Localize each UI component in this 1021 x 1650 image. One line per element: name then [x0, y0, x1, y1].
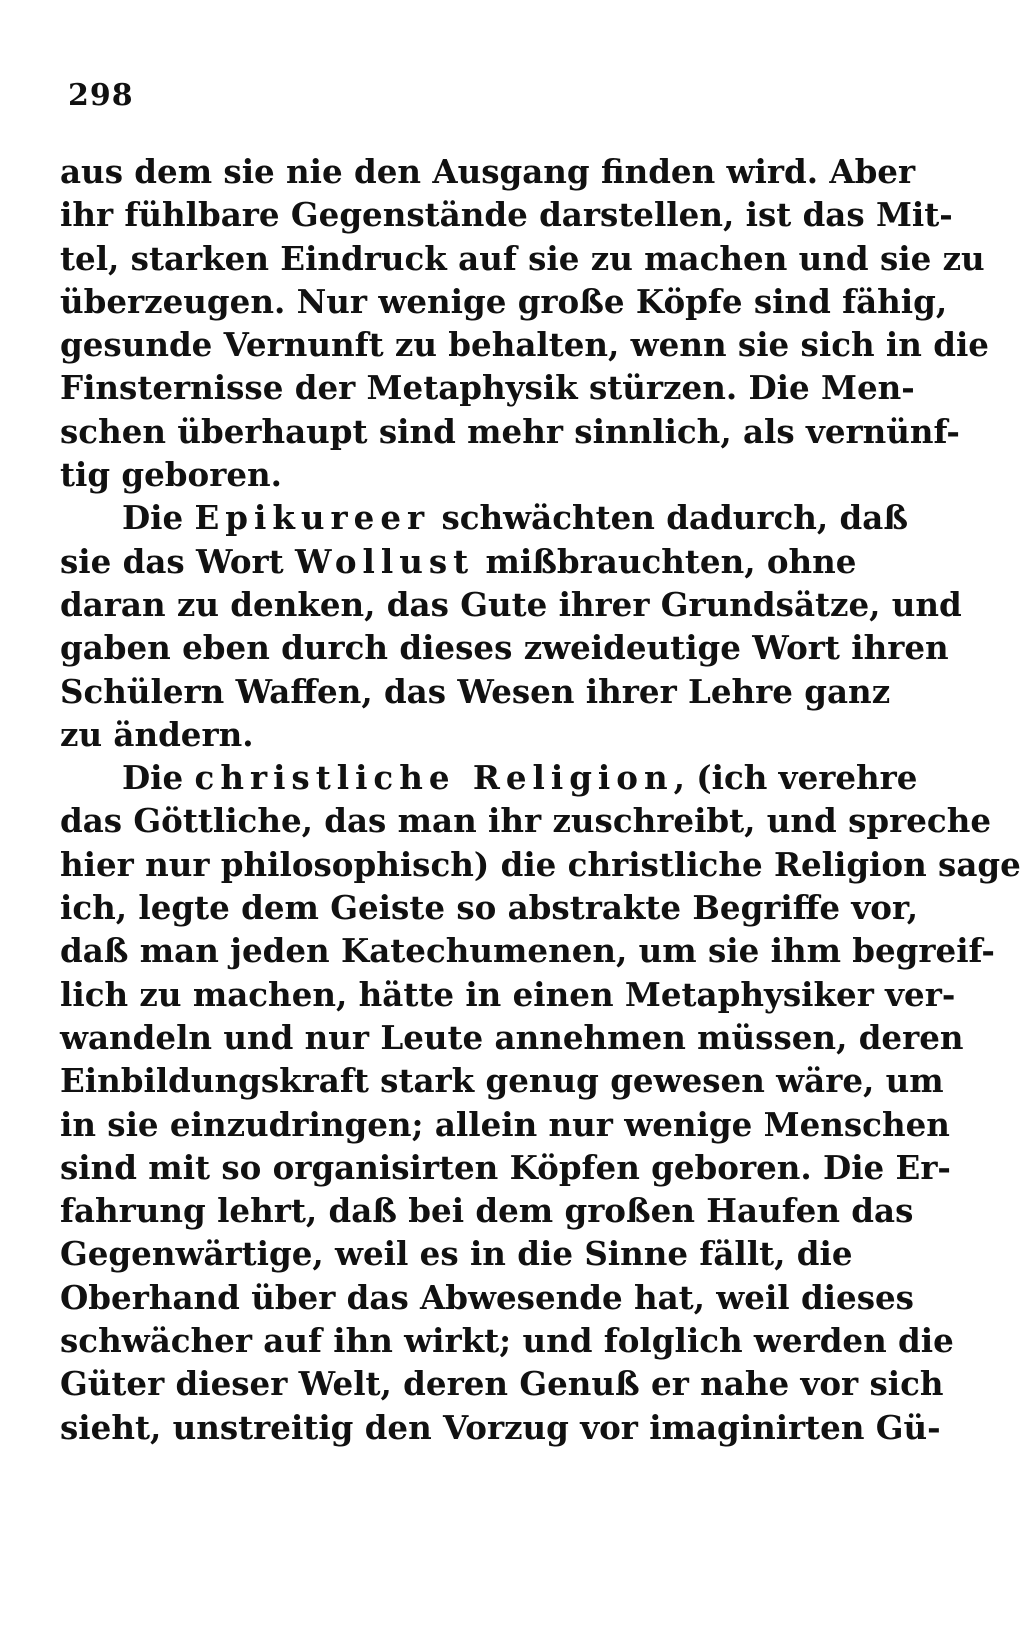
text-line: Einbildungskraft stark genug gewesen wäre, um	[60, 1061, 944, 1101]
text-line: Güter dieser Welt, deren Genuß er nahe vor sich	[60, 1364, 944, 1404]
text-line: überzeugen. Nur wenige große Köpfe sind fähig,	[60, 281, 948, 321]
text-line: ihr fühlbare Gegenstände darstellen, ist das Mit-	[60, 195, 953, 235]
text-line: schwächer auf ihn wirkt; und folglich werden die	[60, 1321, 954, 1361]
text-line	[60, 540, 857, 583]
text-line: hier nur philosophisch) die christliche Religion sage	[60, 844, 1021, 884]
text-line: aus dem sie nie den Ausgang finden wird. Aber	[60, 152, 916, 191]
spaced-emphasis: christliche Religion	[194, 758, 674, 798]
text-line: das Göttliche, das man ihr zuschreibt, und spreche	[60, 801, 991, 841]
text-line: fahrung lehrt, daß bei dem großen Haufen das	[60, 1191, 914, 1231]
text-segment: schwächten dadurch, daß	[430, 498, 909, 538]
text-line: Oberhand über das Abwesende hat, weil dieses	[60, 1277, 914, 1317]
text-segment: sie das Wort	[60, 541, 296, 581]
text-line: sieht, unstreitig den Vorzug vor imaginirten Gü-	[60, 1407, 941, 1447]
text-line	[60, 756, 918, 799]
text-segment: Die	[122, 498, 195, 538]
paragraph-3	[60, 756, 1021, 1449]
text-line: Gegenwärtige, weil es in die Sinne fällt, die	[60, 1234, 853, 1274]
text-line: schen überhaupt sind mehr sinnlich, als vernünf-	[60, 411, 960, 451]
text-line: tel, starken Eindruck auf sie zu machen und sie zu	[60, 238, 985, 278]
text-line	[60, 496, 909, 539]
body-text	[60, 150, 1021, 1449]
text-line: daran zu denken, das Gute ihrer Grundsätze, und	[60, 584, 962, 624]
text-line: Finsternisse der Metaphysik stürzen. Die Men-	[60, 368, 915, 408]
text-segment: mißbrauchten, ohne	[474, 541, 857, 581]
text-segment: Die	[122, 758, 195, 798]
text-line: gesunde Vernunft zu behalten, wenn sie sich in die	[60, 325, 989, 365]
spaced-emphasis: Wollust	[295, 541, 475, 581]
text-segment: , (ich verehre	[673, 758, 918, 798]
text-line: tig geboren.	[60, 455, 282, 495]
text-line: Schülern Waffen, das Wesen ihrer Lehre ganz	[60, 671, 891, 711]
text-line: in sie einzudringen; allein nur wenige Menschen	[60, 1104, 950, 1144]
text-line: daß man jeden Katechumenen, um sie ihm begreif-	[60, 931, 995, 971]
spaced-emphasis: Epikureer	[194, 498, 431, 538]
paragraph-2	[60, 496, 962, 756]
text-line: zu ändern.	[60, 714, 254, 754]
text-line: sind mit so organisirten Köpfen geboren. Die Er-	[60, 1147, 951, 1187]
text-line: gaben eben durch dieses zweideutige Wort ihren	[60, 628, 949, 668]
page-number: 298	[68, 78, 134, 113]
text-line: ich, legte dem Geiste so abstrakte Begriffe vor,	[60, 888, 919, 928]
text-line: lich zu machen, hätte in einen Metaphysiker ver-	[60, 974, 956, 1014]
paragraph-1	[60, 150, 989, 496]
text-line: wandeln und nur Leute annehmen müssen, deren	[60, 1017, 964, 1057]
